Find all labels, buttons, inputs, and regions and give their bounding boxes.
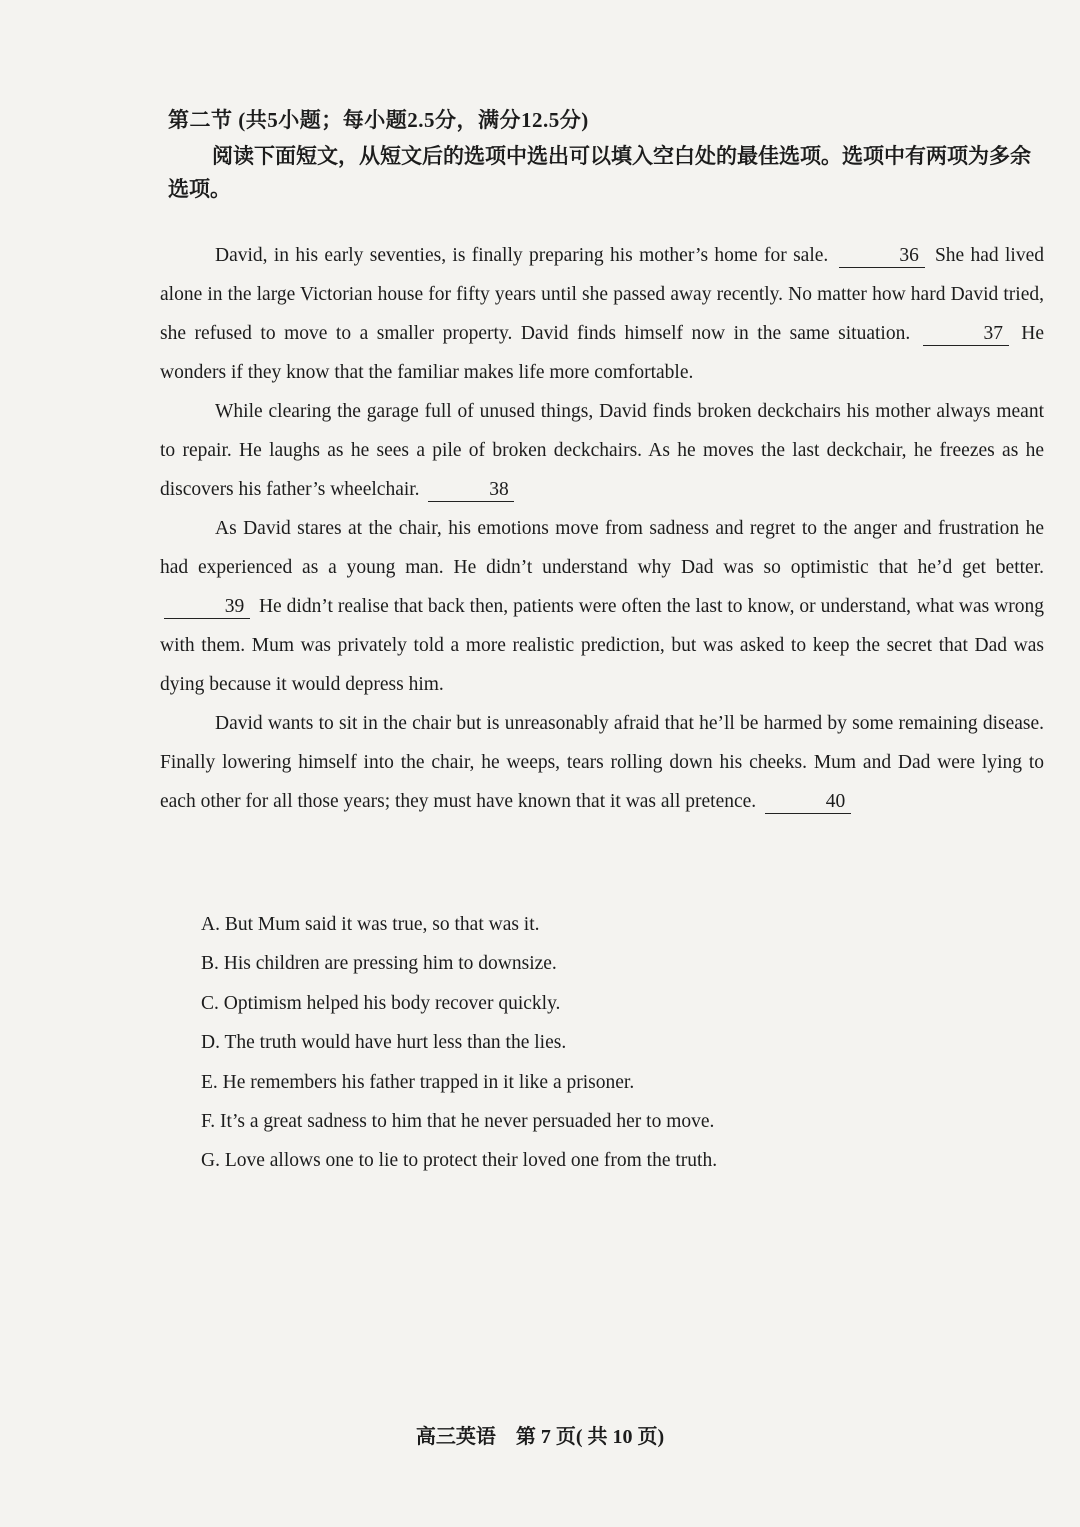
- option-c: C. Optimism helped his body recover quickly.: [201, 992, 561, 1014]
- section-title: 第二节 (共5小题；每小题2.5分，满分12.5分): [168, 108, 589, 132]
- reading-passage: [160, 236, 1044, 821]
- paragraph-1: [160, 236, 1044, 392]
- paragraph-4: [160, 704, 1044, 821]
- blank-40: 40: [765, 791, 851, 814]
- page-footer: 高三英语 第 7 页( 共 10 页): [415, 1426, 665, 1448]
- blank-38: 38: [428, 479, 514, 502]
- paragraph-3-text-b: He didn’t realise that back then, patients were often the last to know, or understand, what was wrong with them. Mum was privately told a more realistic prediction, but was asked to keep the secret that Dad was dying because it would depress him.: [160, 596, 1045, 695]
- blank-36: 36: [839, 245, 925, 268]
- paragraph-2-text-a: While clearing the garage full of unused things, David finds broken deckchairs his mother always meant to repair. He laughs as he sees a pile of broken deckchairs. As he moves the last deckchair, he freezes as he discovers his father’s wheelchair.: [160, 401, 1044, 500]
- option-d: D. The truth would have hurt less than the lies.: [201, 1032, 567, 1054]
- option-a: A. But Mum said it was true, so that was it.: [201, 914, 540, 935]
- paragraph-1-text-a: David, in his early seventies, is finally preparing his mother’s home for sale.: [215, 245, 829, 266]
- section-instruction: 阅读下面短文，从短文后的选项中选出可以填入空白处的最佳选项。选项中有两项为多余选项。: [168, 144, 1031, 201]
- paragraph-1-text-c: He wonders if they know that the familiar makes life more comfortable.: [160, 323, 1045, 383]
- answer-options: [201, 905, 1001, 1181]
- option-f: F. It’s a great sadness to him that he never persuaded her to move.: [201, 1111, 715, 1133]
- paragraph-3: [160, 509, 1044, 704]
- option-g: G. Love allows one to lie to protect their loved one from the truth.: [201, 1150, 718, 1172]
- option-b: B. His children are pressing him to downsize.: [201, 953, 557, 975]
- blank-37: 37: [923, 323, 1009, 346]
- paragraph-2: [160, 392, 1044, 509]
- paragraph-1-text-b: She had lived alone in the large Victorian house for fifty years until she passed away recently. No matter how hard David tried, she refused to move to a smaller property. David finds himself now in the same situation.: [160, 245, 1045, 344]
- paragraph-3-text-a: As David stares at the chair, his emotions move from sadness and regret to the anger and frustration he had experienced as a young man. He didn’t understand why Dad was so optimistic that he’d get better.: [160, 518, 1044, 578]
- paragraph-4-text-a: David wants to sit in the chair but is unreasonably afraid that he’ll be harmed by some remaining disease. Finally lowering himself into the chair, he weeps, tears rolling down his cheeks. Mum and Dad were lying to each other for all those years; they must have known that it was all pretence.: [160, 713, 1044, 812]
- option-e: E. He remembers his father trapped in it like a prisoner.: [201, 1071, 635, 1093]
- blank-39: 39: [164, 596, 250, 619]
